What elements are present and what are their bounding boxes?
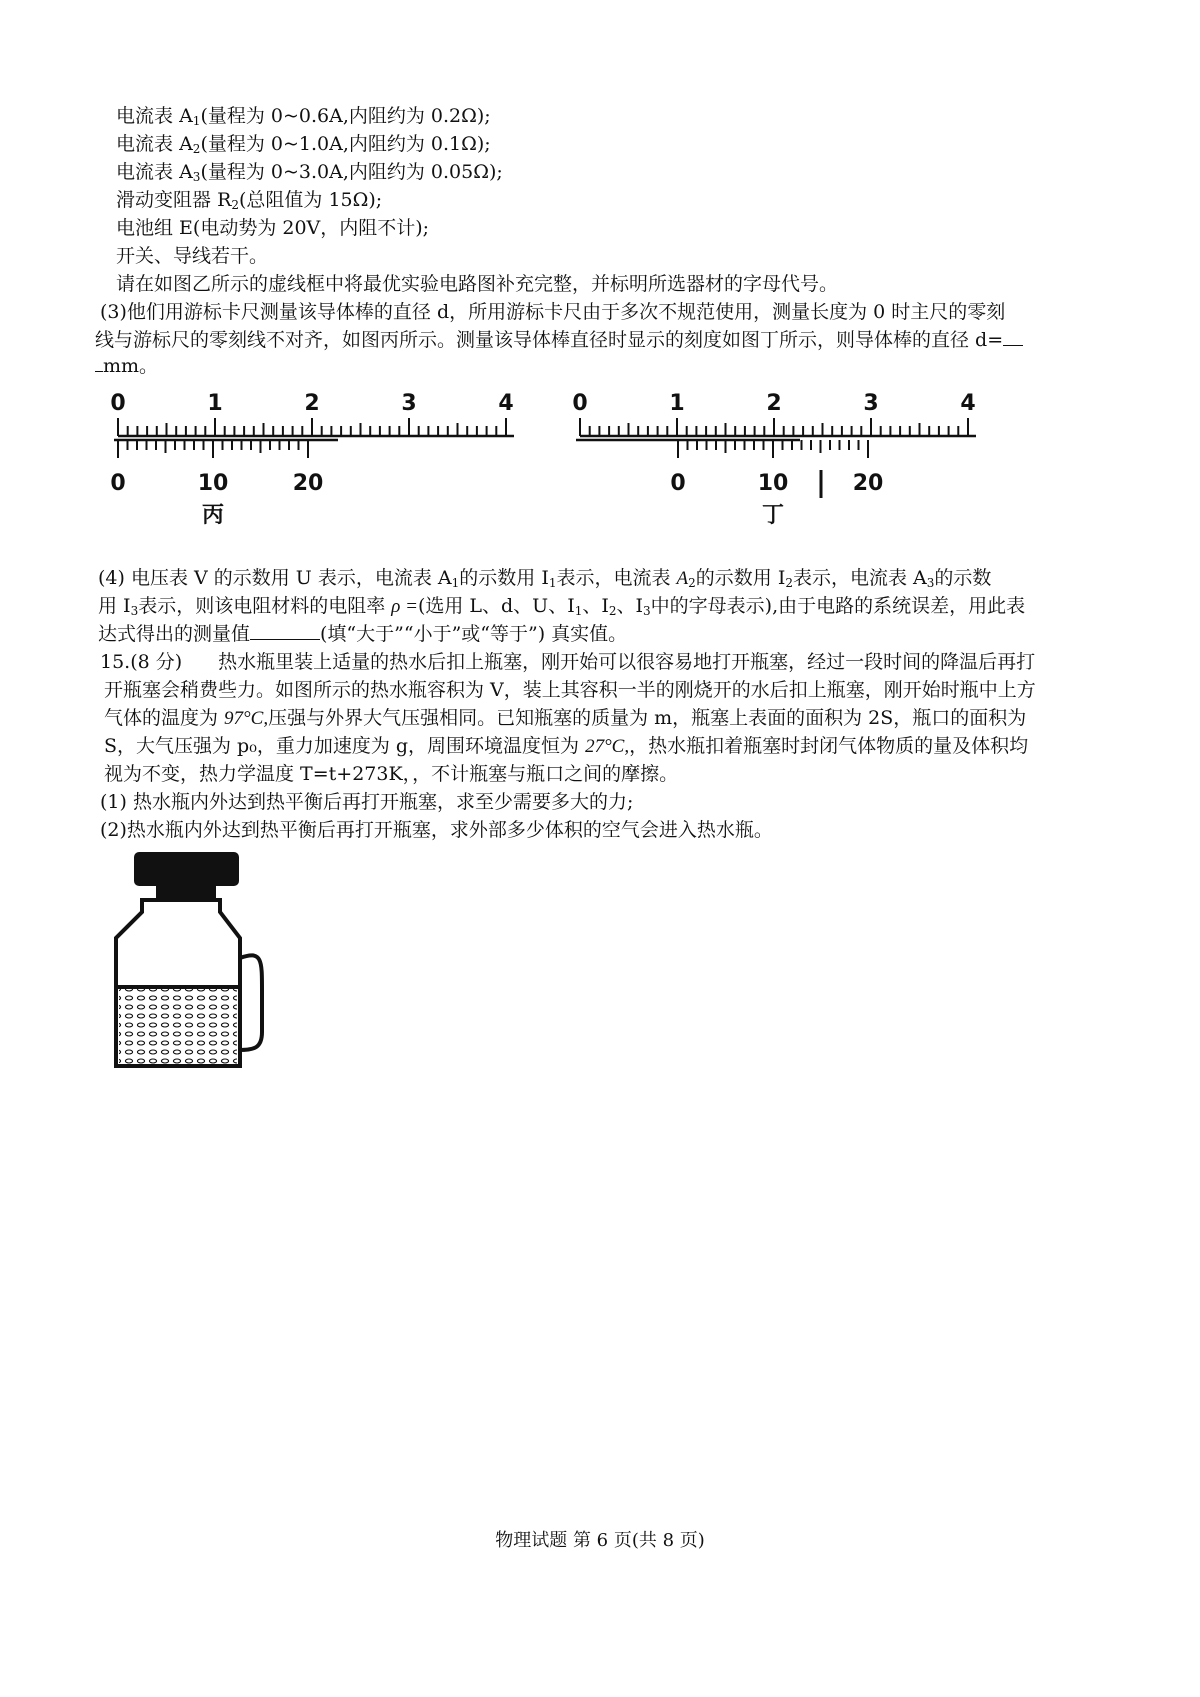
unit-label: mm。 — [103, 355, 159, 377]
subscript: 1 — [192, 114, 201, 128]
vernier-scale-label: 0 — [670, 471, 686, 496]
q4-text: 达式得出的测量值 — [98, 623, 251, 645]
stopper — [134, 852, 239, 886]
q15-text: 热水瓶里装上适量的热水后扣上瓶塞，刚开始可以很容易地打开瓶塞，经过一段时间的降温后再打 — [218, 651, 1036, 673]
q4-text: (4) 电压表 V 的示数用 U 表示，电流表 — [98, 567, 438, 589]
q4-text: 的示数用 — [459, 567, 542, 589]
main-scale-label: 0 — [110, 391, 126, 416]
q3-line1: (3)他们用游标卡尺测量该导体棒的直径 d，所用游标卡尺由于多次不规范使用，测量长度为 0 时主尺的零刻 — [100, 301, 1006, 323]
q3-text: 线与游标尺的零刻线不对齐，如图丙所示。测量该导体棒直径时显示的刻度如图丁所示，则导体棒的直径 d= — [95, 329, 1004, 351]
q15-line3 — [104, 706, 1026, 731]
stopper-neck — [156, 884, 216, 900]
ammeter-symbol: A — [437, 567, 452, 589]
equipment-r2 — [116, 188, 382, 212]
equipment-switch: 开关、导线若干。 — [116, 245, 269, 267]
ammeter-symbol: A — [913, 567, 927, 589]
vernier-scale-label: 10 — [197, 471, 229, 496]
answer-blank[interactable] — [250, 623, 320, 640]
main-scale-label: 2 — [304, 391, 320, 416]
equipment-name: 电流表 — [116, 105, 174, 127]
q4-text: 中的字母表示) — [650, 595, 773, 617]
main-scale-label: 4 — [960, 391, 976, 416]
q15-line4 — [104, 734, 1028, 759]
main-scale-label: 1 — [669, 391, 685, 416]
figure-caption: 丁 — [761, 503, 785, 528]
temperature-value: 97°C, — [224, 708, 269, 729]
equipment-battery: 电池组 E(电动势为 20V，内阻不计); — [116, 217, 430, 239]
ammeter-symbol: A — [179, 133, 193, 155]
equipment-name: 滑动变阻器 — [116, 189, 212, 211]
vernier-scale-label: 0 — [110, 471, 126, 496]
q15-text: 气体的温度为 — [104, 707, 225, 729]
ammeter-symbol: A — [179, 105, 193, 127]
ammeter-symbol: A — [179, 161, 193, 183]
equipment-spec: (总阻值为 15Ω); — [239, 189, 383, 211]
subscript: 2 — [192, 142, 201, 156]
vernier-scale-label: 10 — [757, 471, 789, 496]
q15-text: 压强与外界大气压强相同。已知瓶塞的质量为 m，瓶塞上表面的面积为 2S，瓶口的面积为 — [268, 707, 1027, 729]
subscript: 2 — [785, 576, 793, 590]
vernier-scale-label: 20 — [852, 471, 884, 496]
answer-blank[interactable] — [1003, 329, 1023, 346]
figure-caption: 丙 — [201, 503, 225, 528]
equipment-spec: (量程为 0~1.0A,内阻约为 0.1Ω); — [200, 133, 491, 155]
caliper-bing — [110, 391, 514, 528]
subscript: 1 — [548, 576, 557, 590]
page-footer: 物理试题 第 6 页(共 8 页) — [495, 1530, 705, 1551]
thermos-bottle-figure — [112, 850, 282, 1090]
ammeter-symbol: A — [676, 568, 689, 589]
main-scale-label: 1 — [207, 391, 223, 416]
q15-text: S，大气压强为 p₀，重力加速度为 g，周围环境温度恒为 — [104, 735, 586, 757]
main-scale-label: 2 — [766, 391, 782, 416]
equipment-name: 电流表 — [116, 133, 174, 155]
vernier-scale-label: 20 — [292, 471, 324, 496]
circuit-instruction: 请在如图乙所示的虚线框中将最优实验电路图补充完整，并标明所选器材的字母代号。 — [116, 273, 839, 295]
q4-line3 — [98, 622, 627, 646]
q15-line5: 视为不变，热力学温度 T=t+273K，，不计瓶塞与瓶口之间的摩擦。 — [104, 763, 679, 785]
q4-text: 的示数 — [934, 567, 992, 589]
q4-line2: 用 $I_3$表示，则该电阻材料的电阻率 ρ =(选用 L、d、U、$I_1$、$I_2$、$I_3$中的字母表示),由于电路的系统误差，用此表 — [98, 595, 1026, 618]
subscript: 2 — [688, 576, 696, 590]
equipment-a3 — [116, 160, 503, 184]
q4-line1 — [98, 566, 991, 591]
subscript: 3 — [192, 170, 201, 184]
resistivity-symbol: ρ = — [391, 596, 418, 617]
equipment-name: 电流表 — [116, 161, 174, 183]
current-symbol: I — [777, 567, 786, 589]
temperature-value: 27°C, — [585, 736, 630, 757]
subscript: 1 — [451, 576, 460, 590]
q4-text: 表示，则该电阻材料的电阻率 — [138, 595, 392, 617]
water — [119, 987, 237, 1064]
q15-sub1: (1) 热水瓶内外达到热平衡后再打开瓶塞，求至少需要多大的力; — [100, 791, 634, 813]
resistor-symbol: R — [217, 189, 232, 211]
q15-line2: 开瓶塞会稍费些力。如图所示的热水瓶容积为 V，装上其容积一半的刚烧开的水后扣上瓶塞，刚开始时瓶中上方 — [104, 679, 1036, 701]
current-symbol: I — [541, 567, 549, 589]
current-symbol: I — [123, 595, 131, 617]
q3-line2 — [95, 328, 1023, 352]
caliper-ding — [572, 391, 976, 528]
equipment-spec: (量程为 0~3.0A,内阻约为 0.05Ω); — [200, 161, 503, 183]
q4-text: (选用 L、d、U、 — [417, 595, 568, 617]
q4-text: ,由于电路的系统误差，用此表 — [772, 595, 1026, 617]
equipment-spec: (量程为 0~0.6A,内阻约为 0.2Ω); — [200, 105, 491, 127]
equipment-a1 — [116, 104, 491, 128]
answer-blank-continued[interactable] — [95, 355, 103, 372]
subscript: 3 — [130, 604, 139, 618]
bottle-handle — [240, 955, 262, 1050]
main-scale-label: 3 — [401, 391, 417, 416]
q4-text: 的示数用 — [695, 567, 778, 589]
subscript: 2 — [231, 198, 240, 212]
equipment-a2 — [116, 132, 491, 156]
q4-text: 表示，电流表 — [556, 567, 677, 589]
subscript: 3 — [926, 576, 935, 590]
q4-text: 用 — [98, 595, 124, 617]
q3-line3 — [95, 354, 158, 378]
main-scale-label: 3 — [863, 391, 879, 416]
q15-text: ，热水瓶扣着瓶塞时封闭气体物质的量及体积均 — [629, 735, 1029, 757]
q4-text: (填“大于”“小于”或“等于”) 真实值。 — [320, 623, 628, 645]
main-scale-label: 4 — [498, 391, 514, 416]
q15-line1 — [100, 650, 1035, 674]
q15-sub2: (2)热水瓶内外达到热平衡后再打开瓶塞，求外部多少体积的空气会进入热水瓶。 — [100, 819, 773, 841]
question-number: 15.(8 分) — [100, 651, 183, 673]
vernier-calipers-figure — [110, 391, 998, 560]
q4-text: 表示，电流表 — [792, 567, 914, 589]
main-scale-label: 0 — [572, 391, 588, 416]
